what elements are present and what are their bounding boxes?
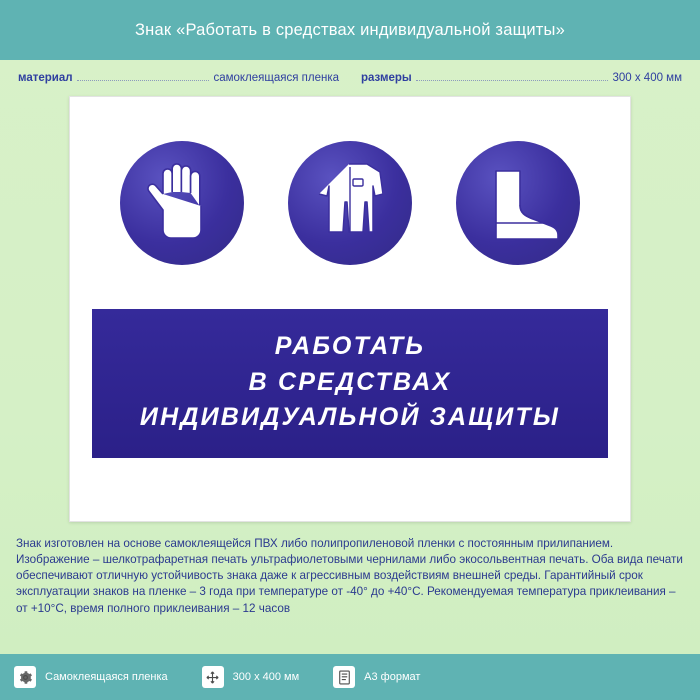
spec-material xyxy=(18,72,339,84)
sign-text-line-3: ИНДИВИДУАЛЬНОЙ ЗАЩИТЫ xyxy=(139,403,561,431)
footer-bar xyxy=(0,654,700,700)
arrows-resize-icon xyxy=(202,666,224,688)
spec-size-label: размеры xyxy=(361,72,412,84)
spec-size-value: 300 х 400 мм xyxy=(612,72,682,84)
gear-icon xyxy=(14,666,36,688)
page-header xyxy=(0,0,700,60)
footer-item-size xyxy=(202,666,300,688)
safety-sign xyxy=(69,96,631,522)
spec-size xyxy=(361,72,682,84)
protective-coverall-icon xyxy=(288,141,412,265)
sign-text-line-1: РАБОТАТЬ xyxy=(274,332,426,360)
spec-material-label: материал xyxy=(18,72,73,84)
protective-boot-icon xyxy=(456,141,580,265)
footer-label-material: Самоклеящаяся пленка xyxy=(45,671,168,683)
sign-text-line-2: В СРЕДСТВАХ xyxy=(248,367,452,396)
footer-label-format: A3 формат xyxy=(364,671,421,683)
pictogram-row xyxy=(92,119,608,265)
footer-item-format xyxy=(333,666,420,688)
spec-material-value: самоклеящаяся пленка xyxy=(213,72,339,84)
dot-leader xyxy=(77,73,210,81)
document-icon xyxy=(333,666,355,688)
footer-label-size: 300 х 400 мм xyxy=(232,671,300,683)
sign-text-banner xyxy=(92,309,608,458)
protective-gloves-icon xyxy=(120,141,244,265)
dot-leader xyxy=(416,73,609,81)
sign-image-wrap xyxy=(0,96,700,522)
footer-item-material xyxy=(14,666,168,688)
product-description: Знак изготовлен на основе самоклеящейся ПВХ либо полипропиленовой пленки с постоянным прилипанием. Изображение – шелкотрафаретная печать ультрафиолетовыми чернилами либо экосольвентная печать. Оба вида печати обеспечивают отличную устойчивость знака даже к агрессивным воздействиям внешней среды. Гарантийный срок эксплуатации знаков на пленке – 3 года при температуре от -40° до +40°С. Рекомендуемая температура приклеивания – от +10°С, время полного приклеивания – 12 часов xyxy=(16,537,683,615)
page-title: Знак «Работать в средствах индивидуальной защиты» xyxy=(135,20,565,39)
specs-row xyxy=(0,60,700,94)
